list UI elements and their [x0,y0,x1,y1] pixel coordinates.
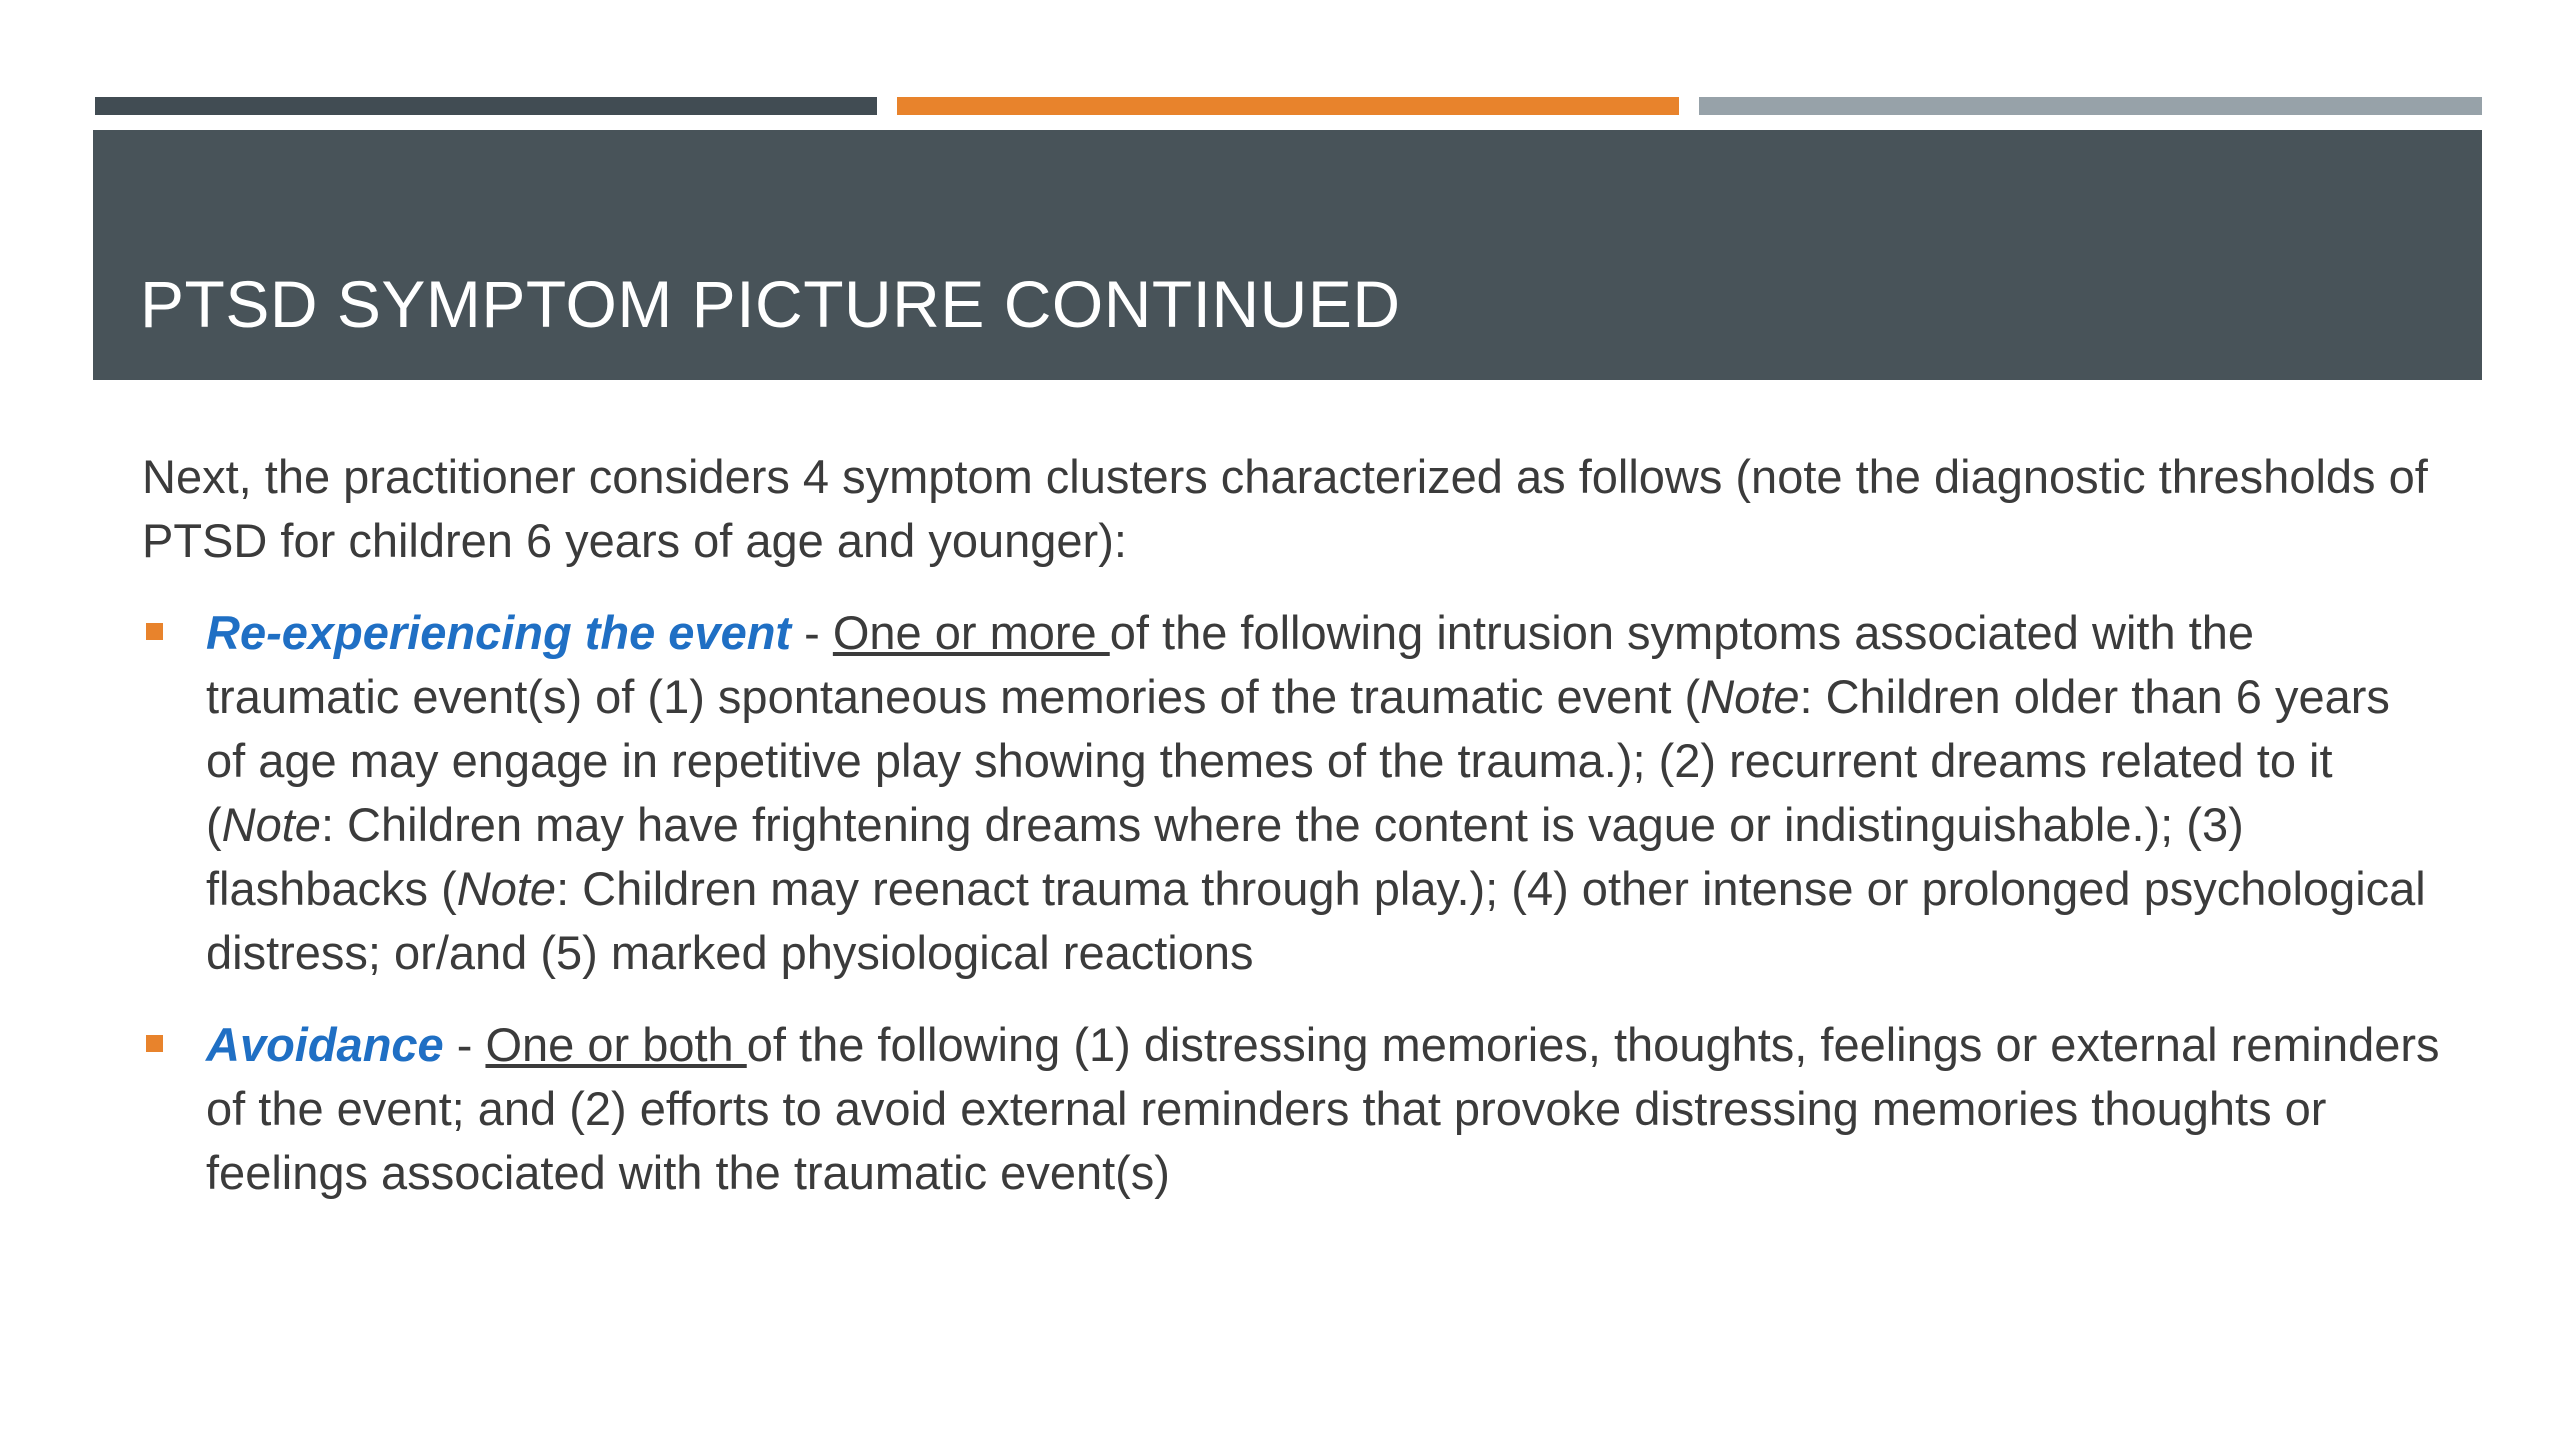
symptom-cluster-list [142,601,2442,1205]
accent-bar-orange [897,97,1679,115]
square-bullet-icon [146,1035,163,1052]
accent-bar-dark [95,97,877,115]
accent-bar-gray [1699,97,2482,115]
note-label: Note [456,862,557,915]
square-bullet-icon [146,623,163,640]
bullet-text-part: of the following intrusion symptoms associated with the traumatic event(s) of (1) spontaneous memories of the traumatic event ( [206,606,2254,723]
bullet-avoidance [142,1013,2442,1205]
bullet-text-part: : Children may reenact trauma through play.); (4) other intense or prolonged psychological distress; or/and (5) marked physiological reactions [206,862,2426,979]
note-label: Note [221,798,321,851]
bullet-text-part: : Children older than 6 years of age may engage in repetitive play showing themes of the trauma.); (2) recurrent dreams related to it ( [206,670,2390,851]
bullet-text-part: : Children may have frightening dreams where the content is vague or indistinguishable.); (3) flashbacks ( [206,798,2244,915]
slide-title: PTSD SYMPTOM PICTURE CONTINUED [140,267,1401,341]
qualifier-one-or-more: One or more [832,606,1110,659]
term-avoidance: Avoidance [206,1018,444,1071]
bullet-text: of the following (1) distressing memories, thoughts, feelings or external reminders of the event; and (2) efforts to avoid external reminders that provoke distressing memories thoughts or feelings associated with the traumatic event(s) [206,1018,2440,1199]
qualifier-one-or-both: One or both [485,1018,747,1071]
note-label: Note [1700,670,1800,723]
bullet-reexperiencing [142,601,2442,985]
intro-paragraph: Next, the practitioner considers 4 symptom clusters characterized as follows (note the diagnostic thresholds of PTSD for children 6 years of age and younger): [142,450,2428,567]
term-separator: - [791,606,833,659]
term-reexperiencing: Re-experiencing the event [206,606,792,659]
title-band [93,130,2482,380]
term-separator: - [443,1018,486,1071]
slide-body [142,445,2442,1233]
